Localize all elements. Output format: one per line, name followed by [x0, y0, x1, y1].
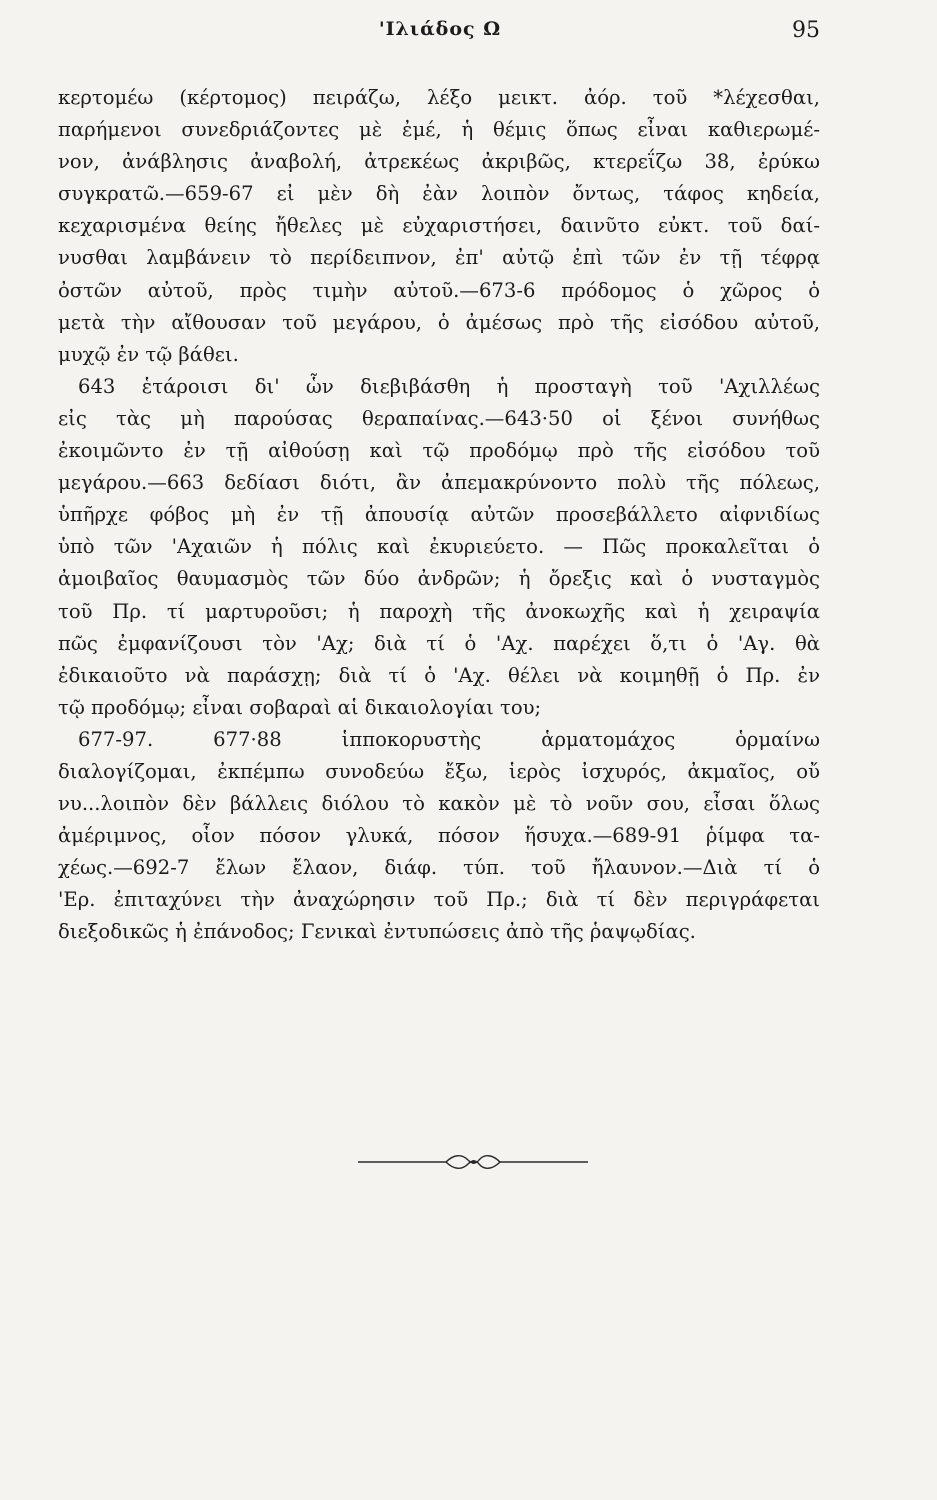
text-line: κερτομέω (κέρτομος) πειράζω, λέξο μεικτ. ἀόρ. τοῦ *λέχεσθαι, [58, 86, 820, 109]
ornament-divider [358, 1150, 588, 1174]
text-line: μεγάρου.—663 δεδίασι διότι, ἂν ἀπεμακρύνοντο πολὺ τῆς πόλεως, [58, 471, 820, 495]
page-number: 95 [792, 18, 820, 43]
text-line: ἐκοιμῶντο ἐν τῇ αἰθούσῃ καὶ τῷ προδόμῳ πρὸ τῆς εἰσόδου τοῦ [58, 439, 820, 463]
text-line: ἀμοιβαῖος θαυμασμὸς τῶν δύο ἀνδρῶν; ἡ ὄρεξις καὶ ὁ νυσταγμὸς [58, 567, 820, 591]
text-line: νυ...λοιπὸν δὲν βάλλεις διόλου τὸ κακὸν μὲ τὸ νοῦν σου, εἶσαι ὅλως [58, 792, 820, 816]
page-header [60, 18, 820, 54]
text-line: διαλογίζομαι, ἐκπέμπω συνοδεύω ἔξω, ἱερὸς ἰσχυρός, ἀκμαῖος, οὔ [58, 759, 820, 783]
text-line: νυσθαι λαμβάνειν τὸ περίδειπνον, ἐπ' αὐτῷ ἐπὶ τῶν ἐν τῇ τέφρᾳ [58, 246, 820, 270]
text-line: τοῦ Πρ. τί μαρτυροῦσι; ἡ παροχὴ τῆς ἀνοκωχῆς καὶ ἡ χειραψία [58, 599, 820, 623]
text-line: πῶς ἐμφανίζουσι τὸν 'Αχ; διὰ τί ὁ 'Αχ. παρέχει ὅ,τι ὁ 'Αγ. θὰ [58, 631, 820, 655]
text-line: εἰς τὰς μὴ παρούσας θεραπαίνας.—643·50 οἱ ξένοι συνήθως [58, 406, 820, 430]
text-line: 643 ἑτάροισι δι' ὧν διεβιβάσθη ἡ προσταγὴ τοῦ 'Αχιλλέως [78, 374, 820, 398]
running-head: 'Ιλιάδος Ω [378, 18, 502, 40]
text-line: ὑπῆρχε φόβος μὴ ἐν τῇ ἀπουσίᾳ αὐτῶν προσεβάλλετο αἰφνιδίως [58, 503, 820, 527]
text-line: παρήμενοι συνεδριάζοντες μὲ ἐμέ, ἡ θέμις ὅπως εἶναι καθιερωμέ- [58, 118, 820, 142]
text-line: ἐδικαιοῦτο νὰ παράσχῃ; διὰ τί ὁ 'Αχ. θέλει νὰ κοιμηθῇ ὁ Πρ. ἐν [58, 663, 820, 687]
text-line: νον, ἀνάβλησις ἀναβολή, ἀτρεκέως ἀκριβῶς, κτερεΐζω 38, ἐρύκω [58, 150, 820, 174]
text-line: 'Ερ. ἐπιταχύνει τὴν ἀναχώρησιν τοῦ Πρ.; διὰ τί δὲν περιγράφεται [58, 888, 820, 912]
text-line-section: 677-97. 677·88 ἱπποκορυστὴς ἁρματομάχος ὁρμαίνω [78, 727, 820, 751]
text-line: μυχῷ ἐν τῷ βάθει. [58, 342, 239, 366]
text-line: ὀστῶν αὐτοῦ, πρὸς τιμὴν αὐτοῦ.—673-6 πρόδομος ὁ χῶρος ὁ [58, 278, 820, 302]
text-line: τῷ προδόμῳ; εἶναι σοβαραὶ αἱ δικαιολογίαι του; [58, 695, 542, 719]
text-line: διεξοδικῶς ἡ ἐπάνοδος; Γενικαὶ ἐντυπώσεις ἀπὸ τῆς ῥαψῳδίας. [58, 920, 696, 944]
text-line: ὑπὸ τῶν 'Αχαιῶν ἡ πόλις καὶ ἐκυριεύετο. — Πῶς προκαλεῖται ὁ [58, 535, 820, 559]
text-line: κεχαρισμένα θείης ἤθελες μὲ εὐχαριστήσει, δαινῦτο εὐκτ. τοῦ δαί- [58, 214, 820, 238]
commentary-text [58, 82, 820, 949]
text-line: χέως.—692-7 ἔλων ἔλαον, διάφ. τύπ. τοῦ ἤλαυνον.—Διὰ τί ὁ [58, 856, 820, 880]
text-line: συγκρατῶ.—659-67 εἰ μὲν δὴ ἐὰν λοιπὸν ὄντως, τάφος κηδεία, [58, 182, 820, 206]
text-line: μετὰ τὴν αἴθουσαν τοῦ μεγάρου, ὁ ἀμέσως πρὸ τῆς εἰσόδου αὐτοῦ, [58, 310, 820, 334]
text-line: ἀμέριμνος, οἷον πόσον γλυκά, πόσον ἥσυχα.—689-91 ῥίμφα τα- [58, 824, 820, 848]
